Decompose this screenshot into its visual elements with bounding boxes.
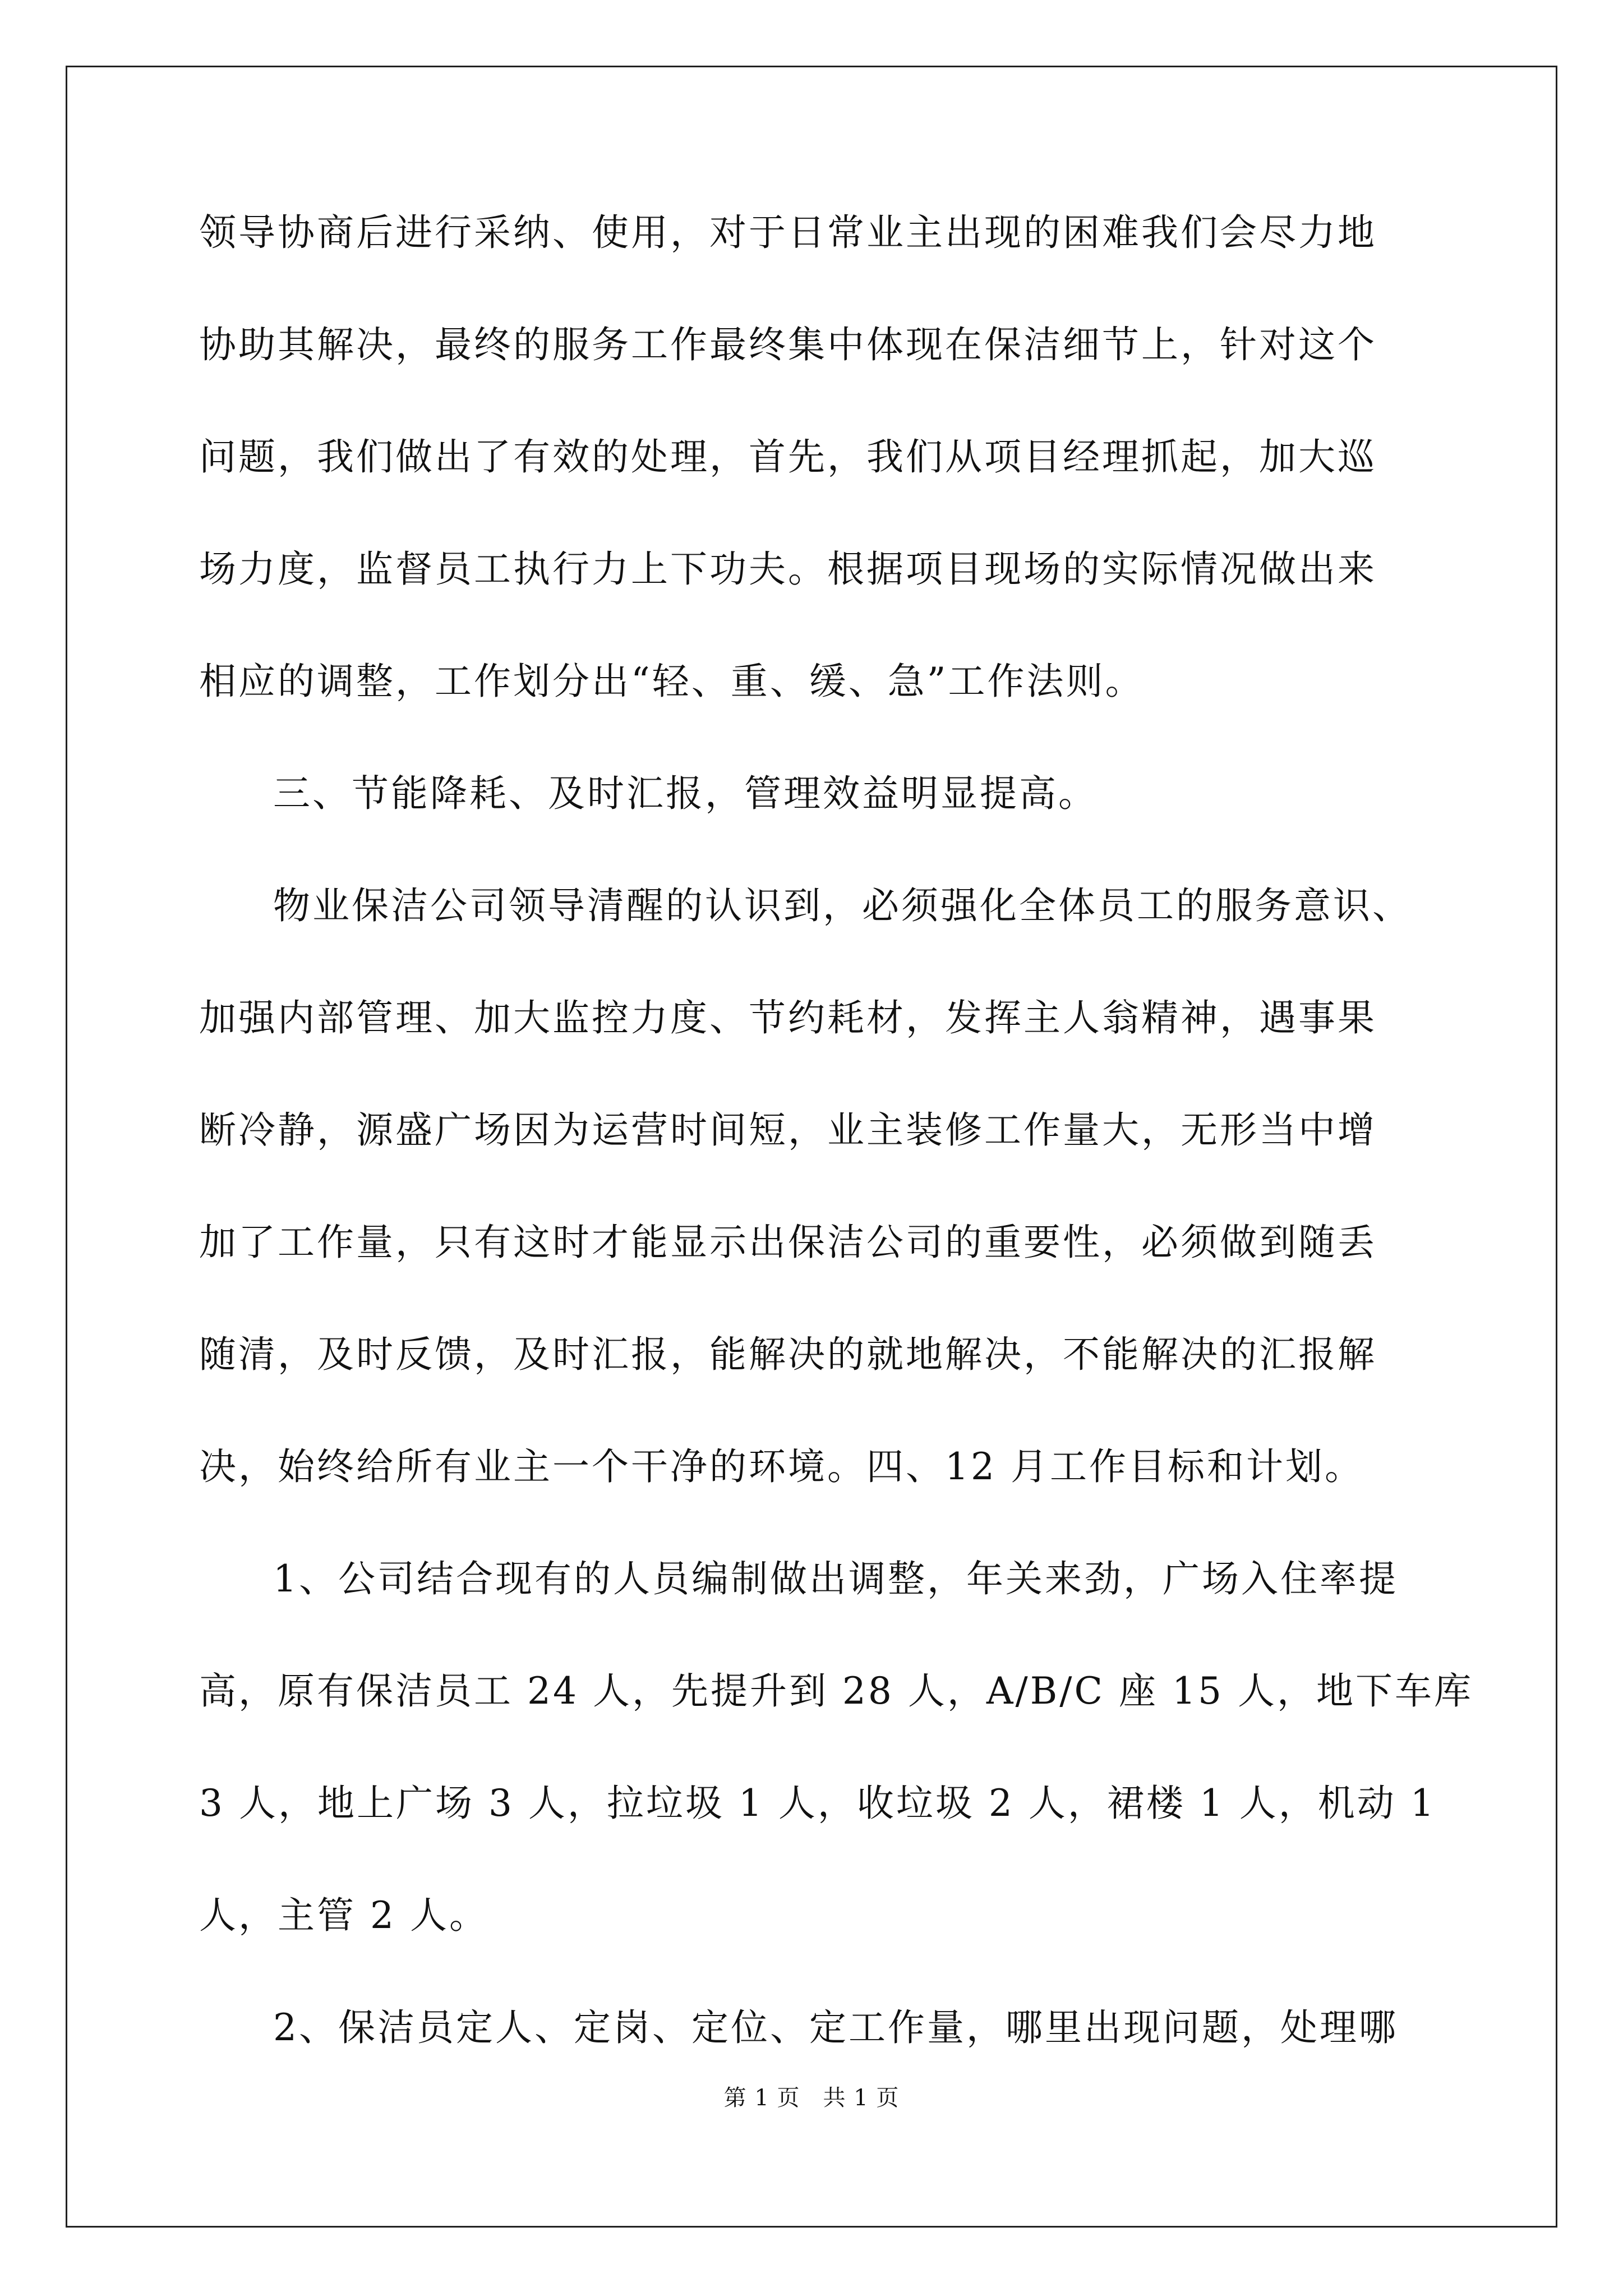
paragraph-line: 断冷静，源盛广场因为运营时间短，业主装修工作量大，无形当中增 — [199, 1108, 1377, 1152]
list-item-line: 2、保洁员定人、定岗、定位、定工作量，哪里出现问题，处理哪 — [273, 2006, 1398, 2049]
paragraph-line: 协助其解决，最终的服务工作最终集中体现在保洁细节上，针对这个 — [199, 323, 1377, 366]
list-item-line: 3 人，地上广场 3 人，拉垃圾 1 人，收垃圾 2 人，裙楼 1 人，机动 1 — [199, 1782, 1436, 1825]
list-item-line: 1、公司结合现有的人员编制做出调整，年关来劲，广场入住率提 — [273, 1557, 1398, 1600]
paragraph-line: 物业保洁公司领导清醒的认识到，必须强化全体员工的服务意识、 — [273, 884, 1412, 927]
paragraph-line: 加了工作量，只有这时才能显示出保洁公司的重要性，必须做到随丢 — [199, 1221, 1377, 1264]
paragraph-line: 场力度，监督员工执行力上下功夫。根据项目现场的实际情况做出来 — [199, 547, 1377, 591]
paragraph-line: 决，始终给所有业主一个干净的环境。四、12 月工作目标和计划。 — [199, 1445, 1364, 1488]
page-number-footer: 第 1 页 共 1 页 — [723, 2085, 900, 2111]
paragraph-line: 加强内部管理、加大监控力度、节约耗材，发挥主人翁精神，遇事果 — [199, 996, 1377, 1039]
list-item-line: 人，主管 2 人。 — [199, 1894, 488, 1937]
section-heading: 三、节能降耗、及时汇报，管理效益明显提高。 — [273, 772, 1098, 815]
paragraph-line: 相应的调整，工作划分出“轻、重、缓、急”工作法则。 — [199, 660, 1145, 703]
list-item-line: 高，原有保洁员工 24 人，先提升到 28 人，A/B/C 座 15 人，地下车库 — [199, 1669, 1473, 1713]
paragraph-line: 问题，我们做出了有效的处理，首先，我们从项目经理抓起，加大巡 — [199, 435, 1377, 478]
paragraph-line: 领导协商后进行采纳、使用，对于日常业主出现的困难我们会尽力地 — [199, 211, 1377, 254]
paragraph-line: 随清，及时反馈，及时汇报，能解决的就地解决，不能解决的汇报解 — [199, 1333, 1377, 1376]
